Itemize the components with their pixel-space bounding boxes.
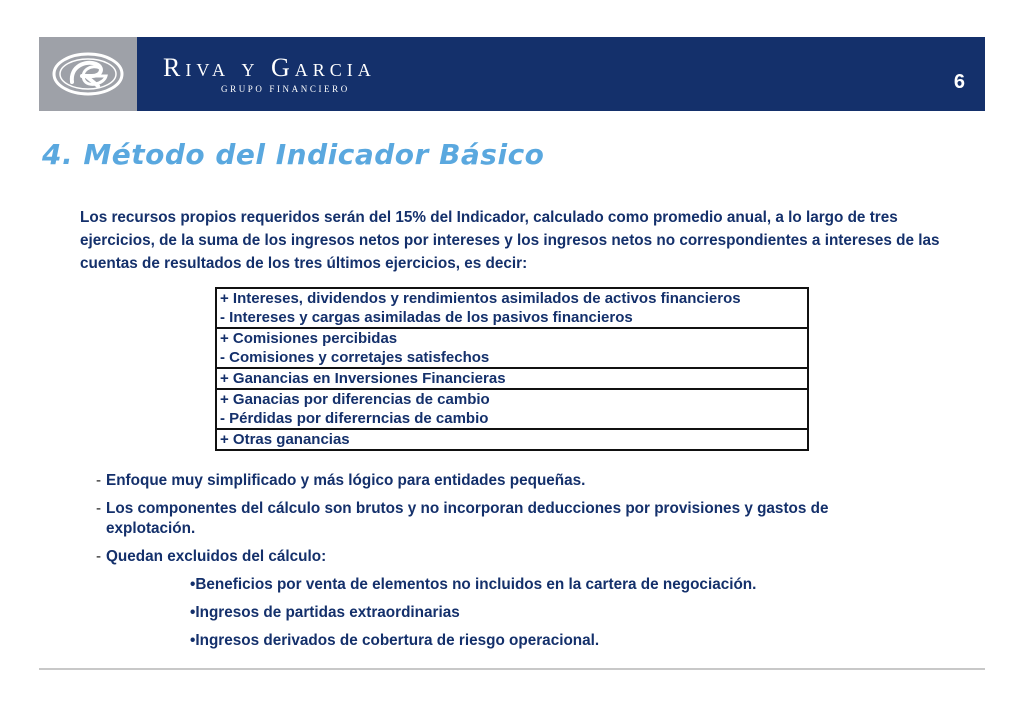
list-item — [96, 471, 876, 491]
table-row — [216, 389, 808, 429]
bullet-list — [96, 471, 876, 575]
table-row — [216, 429, 808, 450]
dash-marker: - — [96, 548, 102, 565]
list-item — [96, 547, 876, 567]
table-line: + Ganacias por diferencias de cambio — [220, 391, 490, 408]
table-line: - Comisiones y corretajes satisfechos — [220, 349, 490, 366]
slide-title: 4. Método del Indicador Básico — [42, 138, 545, 171]
sub-bullet: •Ingresos de partidas extraordinarias — [190, 604, 460, 621]
table-line: - Intereses y cargas asimiladas de los pasivos financieros — [220, 309, 633, 326]
table-line: + Ganancias en Inversiones Financieras — [220, 370, 506, 387]
brand-name: Riva y Garcia — [163, 53, 376, 82]
footer-divider — [39, 668, 985, 670]
table-cell — [216, 429, 808, 450]
page-number: 6 — [953, 71, 965, 93]
table-row — [216, 368, 808, 389]
table-line: + Comisiones percibidas — [220, 330, 398, 347]
table-row — [216, 328, 808, 368]
dash-marker: - — [96, 500, 102, 517]
bullet-text: Enfoque muy simplificado y más lógico para entidades pequeñas. — [106, 472, 586, 489]
intro-paragraph: Los recursos propios requeridos serán del 15% del Indicador, calculado como promedio anual, a lo largo de tres ejercicios, de la suma de los ingresos netos por intereses y los ingresos netos no correspondientes a intereses de las cuentas de resultados de los tres últimos ejercicios, es decir: — [80, 209, 940, 272]
table-cell — [216, 368, 808, 389]
logo-box — [39, 37, 137, 111]
table-line: + Intereses, dividendos y rendimientos asimilados de activos financieros — [220, 290, 741, 307]
brand-subtitle: GRUPO FINANCIERO — [221, 84, 350, 94]
list-item — [96, 499, 876, 539]
dash-marker: - — [96, 472, 102, 489]
rg-monogram-icon — [52, 52, 124, 96]
table-cell — [216, 328, 808, 368]
bullet-text: Quedan excluidos del cálculo: — [106, 548, 327, 565]
sub-bullet: •Beneficios por venta de elementos no incluidos en la cartera de negociación. — [190, 576, 757, 593]
header-banner — [39, 37, 985, 111]
table-cell — [216, 389, 808, 429]
table-cell — [216, 288, 808, 328]
components-table — [215, 287, 809, 451]
bullet-text: Los componentes del cálculo son brutos y no incorporan deducciones por provisiones y gastos de explotación. — [106, 500, 829, 537]
table-line: + Otras ganancias — [220, 431, 350, 448]
table-line: - Pérdidas por difererncias de cambio — [220, 410, 489, 427]
sub-bullet: •Ingresos derivados de cobertura de riesgo operacional. — [190, 632, 600, 649]
table-row — [216, 288, 808, 328]
